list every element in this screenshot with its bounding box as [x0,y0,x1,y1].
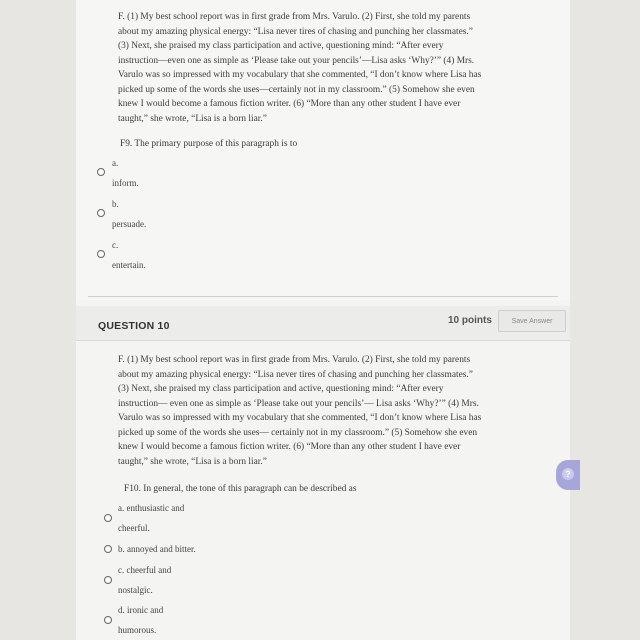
option-a-radio[interactable] [97,168,105,176]
option-d-label-cont[interactable]: humorous. [118,625,157,635]
option-b-radio[interactable] [97,209,105,217]
option-b-label[interactable]: persuade. [112,219,147,229]
paragraph-line: taught,” she wrote, “Lisa is a born liar.” [118,456,267,467]
option-c-label[interactable]: entertain. [112,260,146,270]
option-a-label-cont[interactable]: cheerful. [118,523,150,533]
help-tab[interactable] [556,460,580,490]
option-b-radio[interactable] [104,545,112,553]
help-icon[interactable]: ? [562,468,574,480]
option-letter: b. [112,199,119,209]
paragraph-line: (3) Next, she praised my class participation and active, questioning mind: “After every [118,384,444,394]
paragraph-line: picked up some of the words she uses—certainly not in my classroom.” (5) Somehow she even [118,84,475,95]
option-c-label[interactable]: c. cheerful and [118,565,172,575]
quiz-page [76,0,570,640]
paragraph-line: knew I would become a famous fiction writer. (6) “More than any other student I have ever [118,442,461,452]
option-a-radio[interactable] [104,514,112,522]
question-9-panel [76,0,570,300]
paragraph-line: knew I would become a famous fiction writer. (6) “More than any other student I have ever [118,99,461,109]
option-a-label[interactable]: a. enthusiastic and [118,503,185,513]
paragraph-line: (3) Next, she praised my class participation and active, questioning mind: “After every [118,41,444,51]
save-answer-button[interactable]: Save Answer [498,310,566,332]
question-10-prompt: F10. In general, the tone of this paragraph can be described as [124,484,357,494]
question-10-points: 10 points [448,315,492,326]
question-10-paragraph [118,353,481,469]
question-10-title: QUESTION 10 [98,320,170,332]
option-c-radio[interactable] [104,576,112,584]
option-b-label[interactable]: b. annoyed and bitter. [118,544,196,554]
option-d-radio[interactable] [104,616,112,624]
option-c-label-cont[interactable]: nostalgic. [118,585,153,595]
paragraph-line: Varulo was so impressed with my vocabulary that she commented, “I don’t know where Lisa has [118,70,482,80]
paragraph-line: F. (1) My best school report was in first grade from Mrs. Varulo. (2) First, she told my parents [118,355,471,365]
paragraph-line: taught,” she wrote, “Lisa is a born liar.” [118,113,267,124]
option-a-label[interactable]: inform. [112,178,139,188]
question-9-paragraph [118,10,481,126]
paragraph-line: about my amazing physical energy: “Lisa never tires of chasing and punching her classmates.” [118,26,473,37]
paragraph-line: F. (1) My best school report was in first grade from Mrs. Varulo. (2) First, she told my parents [118,12,471,22]
paragraph-line: picked up some of the words she uses— certainly not in my classroom.” (5) Somehow she even [118,427,478,438]
paragraph-line: about my amazing physical energy: “Lisa never tires of chasing and punching her classmates.” [118,369,473,380]
paragraph-line: Varulo was so impressed with my vocabulary that she commented, “I don’t know where Lisa has [118,413,482,423]
option-d-label[interactable]: d. ironic and [118,605,164,615]
option-letter: a. [112,158,119,168]
paragraph-line: instruction—even one as simple as ‘Please take out your pencils’—Lisa asks ‘Why?’” (4) Mrs. [118,55,475,66]
question-divider [88,296,558,297]
option-c-radio[interactable] [97,250,105,258]
option-letter: c. [112,240,119,250]
question-9-prompt: F9. The primary purpose of this paragraph is to [120,139,298,149]
paragraph-line: instruction— even one as simple as ‘Please take out your pencils’— Lisa asks ‘Why?’” (4) Mrs. [118,398,479,409]
